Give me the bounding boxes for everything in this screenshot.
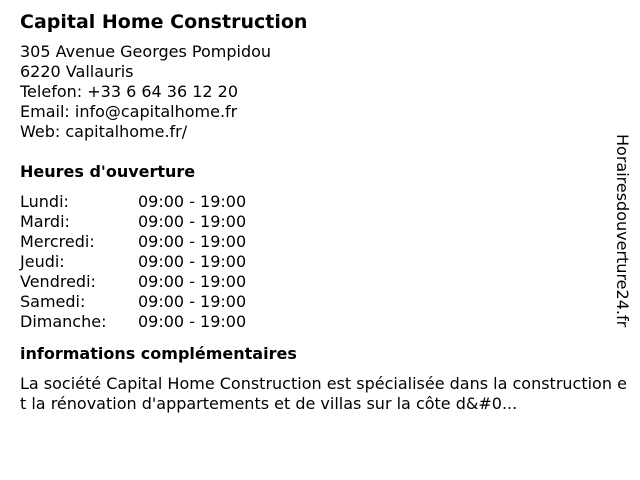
day-time: 09:00 - 19:00 [138,232,247,251]
day-label: Jeudi: [20,252,65,271]
day-label: Dimanche: [20,312,107,331]
hours-table [20,192,246,332]
company-name: Capital Home Construction [20,11,308,33]
street-address: 305 Avenue Georges Pompidou [20,42,272,61]
info-description: La société Capital Home Construction est spécialisée dans la construction et la rénovation d'appartements et de villas sur la côte d&#0... [20,374,627,413]
day-label: Samedi: [20,292,86,311]
hours-row [20,312,246,332]
day-time: 09:00 - 19:00 [138,252,247,271]
day-time: 09:00 - 19:00 [138,292,247,311]
info-heading: informations complémentaires [20,344,297,363]
day-time: 09:00 - 19:00 [138,272,247,291]
watermark-text: Horairesdouverture24.fr [613,134,632,328]
hours-heading: Heures d'ouverture [20,162,196,181]
hours-row [20,212,246,232]
city: 6220 Vallauris [20,62,134,81]
day-time: 09:00 - 19:00 [138,212,247,231]
day-time: 09:00 - 19:00 [138,312,247,331]
day-label: Vendredi: [20,272,96,291]
email: Email: info@capitalhome.fr [20,102,238,121]
website: Web: capitalhome.fr/ [20,122,188,141]
hours-row [20,292,246,312]
business-card [20,10,632,414]
hours-row [20,272,246,292]
day-label: Mercredi: [20,232,95,251]
day-label: Mardi: [20,212,70,231]
hours-row [20,252,246,272]
hours-row [20,232,246,252]
day-label: Lundi: [20,192,69,211]
phone: Telefon: +33 6 64 36 12 20 [20,82,239,101]
hours-row [20,192,246,212]
contact-block [20,42,632,142]
day-time: 09:00 - 19:00 [138,192,247,211]
